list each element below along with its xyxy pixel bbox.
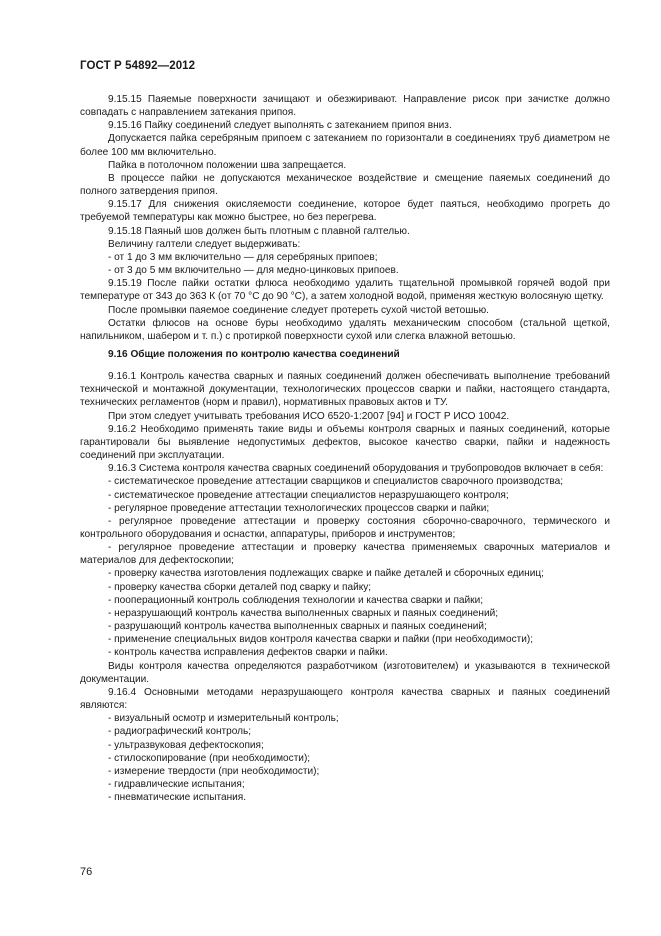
- paragraph: 9.16.1 Контроль качества сварных и паяных соединений должен обеспечивать выполнение требований технической и монтажной документации, технологических процессов сварки и пайки, настоящего стандарта, технических регламентов (норм и правил), нормативных правовых актов и ТУ.: [80, 371, 610, 409]
- list-item: - измерение твердости (при необходимости);: [108, 765, 320, 777]
- paragraph: В процессе пайки не допускаются механическое воздействие и смещение паяемых соединений до полного затвердения припоя.: [80, 172, 610, 198]
- list-item: - ультразвуковая дефектоскопия;: [108, 739, 264, 751]
- paragraph: 9.15.19 После пайки остатки флюса необходимо удалить тщательной промывкой горячей водой при температуре от 343 до 363 К (от 70 °С до 90 °С), а затем холодной водой, применяя жесткую волосяную щетку.: [80, 278, 610, 303]
- list-item: - от 1 до 3 мм включительно — для серебряных припоев;: [108, 251, 378, 263]
- page-number: 76: [80, 866, 93, 878]
- list-item: - визуальный осмотр и измерительный контроль;: [108, 713, 339, 725]
- paragraph: Допускается пайка серебряным припоем с затеканием по горизонтали в соединениях труб диаметром не более 100 мм включительно.: [80, 133, 610, 158]
- list-item: - радиографический контроль;: [108, 726, 252, 738]
- paragraph: Остатки флюсов на основе буры необходимо удалять механическим способом (стальной щеткой, напильником, шабером и т. п.) с протиркой поверхности сухой или слегка влажной ветошью.: [80, 317, 610, 342]
- paragraph: 9.16.4 Основными методами неразрушающего контроля качества сварных и паяных соединений являются:: [80, 686, 610, 712]
- paragraph: Виды контроля качества определяются разработчиком (изготовителем) и указываются в технической документации.: [80, 660, 610, 685]
- paragraph: - регулярное проведение аттестации и проверку состояния сборочно-сварочного, термического и контрольного оборудования и оснастки, аппаратуры, приборов и инструментов;: [80, 515, 610, 540]
- paragraph: После промывки паяемое соединение следует протереть сухой чистой ветошью.: [108, 304, 489, 316]
- paragraph: - систематическое проведение аттестации сварщиков и специалистов сварочного производства;: [108, 476, 564, 488]
- paragraph: Величину галтели следует выдерживать:: [108, 238, 301, 250]
- paragraph: 9.15.15 Паяемые поверхности зачищают и обезжиривают. Направление рисок при зачистке должно совпадать с направлением затекания припоя.: [80, 94, 610, 119]
- paragraph: - систематическое проведение аттестации специалистов неразрушающего контроля;: [108, 489, 509, 501]
- list-item: - от 3 до 5 мм включительно — для медно-цинковых припоев.: [108, 265, 399, 277]
- paragraph: 9.16.2 Необходимо применять такие виды и объемы контроля сварных и паяных соединений, которые гарантировали бы выявление недопустимых дефектов, высокое качество сварки, пайки и надежность соединений при эксплуатации.: [80, 423, 610, 462]
- list-item: - гидравлические испытания;: [108, 778, 245, 790]
- document-body: [80, 93, 610, 804]
- paragraph: - регулярное проведение аттестации технологических процессов сварки и пайки;: [108, 502, 490, 514]
- document-header: ГОСТ Р 54892—2012: [80, 60, 196, 72]
- paragraph: - проверку качества сборки деталей под сварку и пайку;: [108, 581, 372, 593]
- list-item: - пневматические испытания.: [108, 792, 247, 804]
- paragraph: При этом следует учитывать требования ИСО 6520-1:2007 [94] и ГОСТ Р ИСО 10042.: [108, 410, 510, 422]
- paragraph: - контроль качества исправления дефектов сварки и пайки.: [108, 647, 388, 659]
- paragraph: - применение специальных видов контроля качества сварки и пайки (при необходимости);: [108, 634, 534, 646]
- paragraph: - разрушающий контроль качества выполненных сварных и паяных соединений;: [108, 621, 487, 633]
- section-heading: 9.16 Общие положения по контролю качества соединений: [108, 348, 400, 360]
- paragraph: 9.15.16 Пайку соединений следует выполнять с затеканием припоя вниз.: [108, 120, 452, 132]
- paragraph: 9.15.18 Паяный шов должен быть плотным с плавной галтелью.: [108, 225, 410, 237]
- paragraph: 9.16.3 Система контроля качества сварных соединений оборудования и трубопроводов включает в себя:: [108, 463, 604, 475]
- list-item: - стилоскопирование (при необходимости);: [108, 752, 311, 764]
- paragraph: Пайка в потолочном положении шва запрещается.: [108, 159, 347, 171]
- paragraph: - проверку качества изготовления подлежащих сварке и пайке деталей и сборочных единиц;: [108, 568, 544, 580]
- paragraph: - неразрушающий контроль качества выполненных сварных и паяных соединений;: [108, 607, 499, 619]
- paragraph: - пооперационный контроль соблюдения технологии и качества сварки и пайки;: [108, 594, 484, 606]
- paragraph: 9.15.17 Для снижения окисляемости соединение, которое будет паяться, необходимо прогреть до требуемой температуры как можно быстрее, но без перегрева.: [80, 199, 610, 224]
- paragraph: - регулярное проведение аттестации и проверку качества применяемых сварочных материалов и материалов для дефектоскопии;: [80, 542, 610, 567]
